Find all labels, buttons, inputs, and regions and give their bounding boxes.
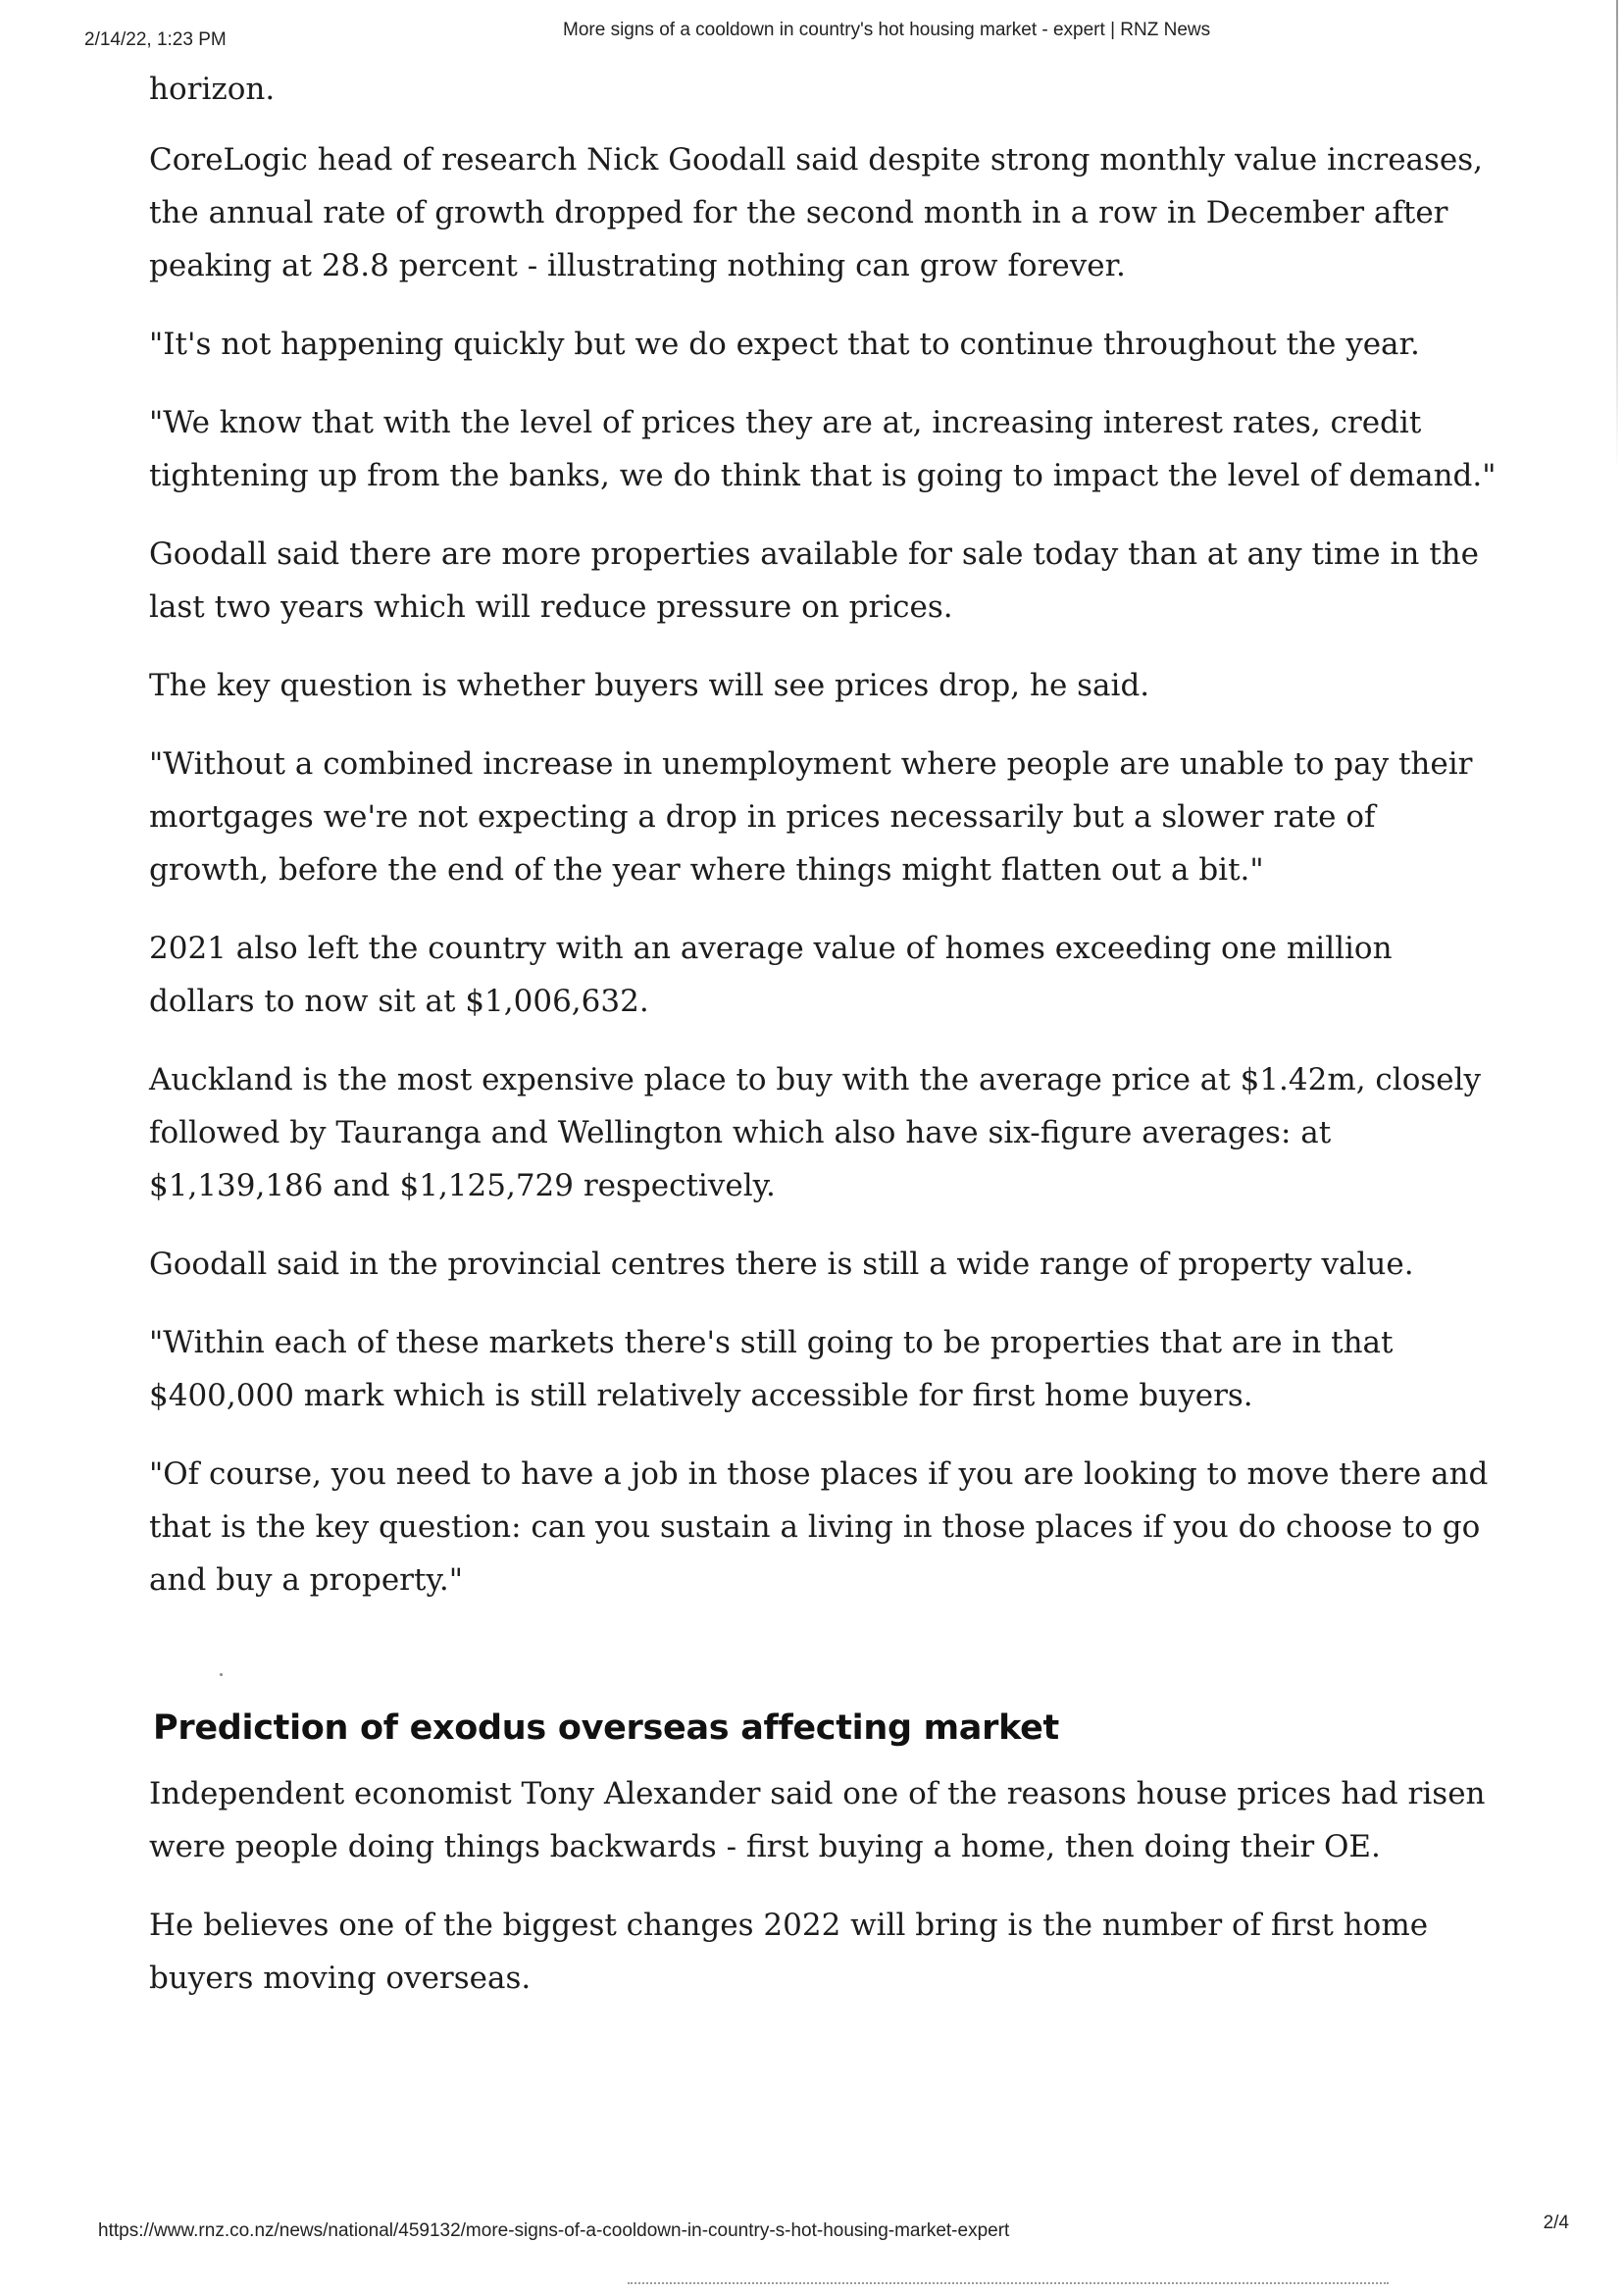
- print-page-url: https://www.rnz.co.nz/news/national/459132/more-signs-of-a-cooldown-in-country-s-hot-housing-market-expert: [98, 2220, 1010, 2241]
- scan-edge-shadow: [1616, 0, 1618, 471]
- print-header: [84, 18, 1540, 57]
- section-heading: Prediction of exodus overseas affecting market: [153, 1708, 1059, 1748]
- article-paragraph: "We know that with the level of prices they are at, increasing interest rates, credit tightening up from the banks, we do think that is going to impact the level of demand.": [149, 405, 1497, 493]
- article-paragraph: "Without a combined increase in unemployment where people are unable to pay their mortgages we're not expecting a drop in prices necessarily but a slower rate of growth, before the end of the year where things might flatten out a bit.": [149, 746, 1473, 888]
- print-date-time: 2/14/22, 1:23 PM: [84, 29, 227, 50]
- article-paragraph: Independent economist Tony Alexander said one of the reasons house prices had risen were people doing things backwards - first buying a home, then doing their OE.: [149, 1776, 1486, 1864]
- article-paragraph: Auckland is the most expensive place to buy with the average price at $1.42m, closely followed by Tauranga and Wellington which also have six-figure averages: at $1,139,186 and $1,125,729 respectively.: [149, 1062, 1482, 1203]
- scan-speck: [220, 1673, 223, 1676]
- article-paragraph: "Within each of these markets there's still going to be properties that are in that $400,000 mark which is still relatively accessible for first home buyers.: [149, 1325, 1394, 1413]
- article-body: [149, 63, 1502, 2030]
- scan-bottom-artifact: [628, 2282, 1389, 2287]
- article-paragraph: Goodall said in the provincial centres there is still a wide range of property value.: [149, 1247, 1414, 1282]
- article-paragraph: The key question is whether buyers will see prices drop, he said.: [149, 668, 1150, 703]
- print-page-number: 2/4: [1543, 2213, 1569, 2233]
- article-paragraph: "Of course, you need to have a job in those places if you are looking to move there and that is the key question: can you sustain a living in those places if you do choose to go and buy a property.": [149, 1456, 1489, 1598]
- article-paragraph: He believes one of the biggest changes 2022 will bring is the number of first home buyers moving overseas.: [149, 1908, 1429, 1996]
- article-paragraph: horizon.: [149, 72, 276, 107]
- article-paragraph: 2021 also left the country with an average value of homes exceeding one million dollars to now sit at $1,006,632.: [149, 931, 1393, 1019]
- print-page-title: More signs of a cooldown in country's hot housing market - expert | RNZ News: [563, 20, 1211, 40]
- print-footer: [98, 2213, 1569, 2248]
- article-paragraph: "It's not happening quickly but we do expect that to continue throughout the year.: [149, 327, 1420, 362]
- article-paragraph: CoreLogic head of research Nick Goodall said despite strong monthly value increases, the annual rate of growth dropped for the second month in a row in December after peaking at 28.8 percent - illustrating nothing can grow forever.: [149, 142, 1484, 283]
- article-paragraph: Goodall said there are more properties available for sale today than at any time in the last two years which will reduce pressure on prices.: [149, 536, 1479, 625]
